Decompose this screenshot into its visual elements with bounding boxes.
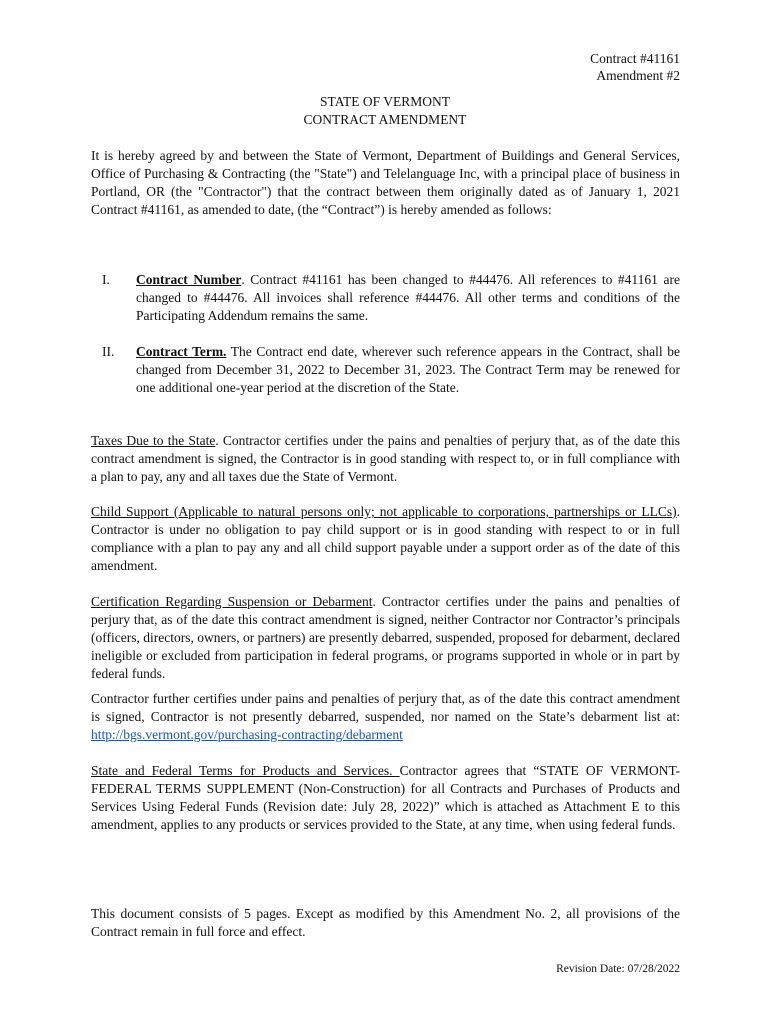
- taxes-heading: Taxes Due to the State: [91, 433, 216, 448]
- debarment-further-text: Contractor further certifies under pains and penalties of perjury that, as of the date this contract amendment is signed, Contractor is not presently debarred, suspended, nor named on the State’s debarment list at:: [91, 691, 680, 724]
- clause-text: . Contract #41161 has been changed to #44476. All references to #41161 are changed to #44476. All invoices shall reference #44476. All other terms and conditions of the Participating Addendum remains the same.: [136, 272, 680, 323]
- item-numeral: I.: [102, 272, 110, 287]
- federal-terms-heading: State and Federal Terms for Products and Services.: [91, 763, 400, 778]
- title-contract-amendment: CONTRACT AMENDMENT: [303, 112, 467, 127]
- federal-terms-paragraph: [91, 762, 680, 834]
- debarment-list-link[interactable]: http://bgs.vermont.gov/purchasing-contracting/debarment: [91, 727, 403, 742]
- child-support-paragraph: [91, 503, 680, 575]
- debarment-heading: Certification Regarding Suspension or Debarment: [91, 594, 373, 609]
- debarment-paragraph: [91, 593, 680, 683]
- closing-paragraph: This document consists of 5 pages. Except as modified by this Amendment No. 2, all provisions of the Contract remain in full force and effect.: [91, 906, 680, 939]
- contract-number-clause: [136, 271, 680, 325]
- title-state: STATE OF VERMONT: [320, 94, 450, 109]
- clause-heading: Contract Term.: [136, 344, 227, 359]
- clause-heading: Contract Number: [136, 272, 242, 287]
- document-title: [0, 93, 770, 129]
- clause-text: The Contract end date, wherever such reference appears in the Contract, shall be changed from December 31, 2022 to December 31, 2023. The Contract Term may be renewed for one additional one-year period at the discretion of the State.: [136, 344, 680, 395]
- contract-number-header: [590, 50, 680, 84]
- taxes-text: . Contractor certifies under the pains and penalties of perjury that, as of the date this contract amendment is signed, the Contractor is in good standing with respect to, or in full compliance with a plan to pay, any and all taxes due the State of Vermont.: [91, 433, 680, 484]
- item-numeral: II.: [102, 344, 115, 359]
- federal-terms-text: Contractor agrees that “STATE OF VERMONT- FEDERAL TERMS SUPPLEMENT (Non-Construction) for all Contracts and Purchases of Products and Services Using Federal Funds (Revision date: July 28, 2022)” which is attached as Attachment E to this amendment, applies to any products or services provided to the State, at any time, when using federal funds.: [91, 763, 681, 832]
- contract-number: Contract #41161: [590, 51, 680, 66]
- contract-term-clause: [136, 343, 680, 397]
- child-support-text: . Contractor is under no obligation to pay child support or is in good standing with respect to or in full compliance with a plan to pay any and all child support payable under a support order as of the date of this amendment.: [91, 504, 680, 573]
- debarment-further-paragraph: [91, 690, 680, 744]
- debarment-text: . Contractor certifies under the pains and penalties of perjury that, as of the date this contract amendment is signed, neither Contractor nor Contractor’s principals (officers, directors, owners, or partners) are presently debarred, suspended, proposed for debarment, declared ineligible or excluded from participation in federal programs, or programs supported in whole or in part by federal funds.: [91, 594, 681, 681]
- taxes-paragraph: [91, 432, 680, 486]
- intro-paragraph: It is hereby agreed by and between the State of Vermont, Department of Buildings and General Services, Office of Purchasing & Contracting (the "State") and Telelanguage Inc, with a principal place of business in Portland, OR (the "Contractor") that the contract between them originally dated as of January 1, 2021 Contract #41161, as amended to date, (the “Contract”) is hereby amended as follows:: [91, 148, 680, 217]
- child-support-heading: Child Support (Applicable to natural persons only; not applicable to corporations, partnerships or LLCs): [91, 504, 677, 519]
- revision-date-footer: Revision Date: 07/28/2022: [556, 963, 680, 975]
- amendment-number: Amendment #2: [596, 68, 680, 83]
